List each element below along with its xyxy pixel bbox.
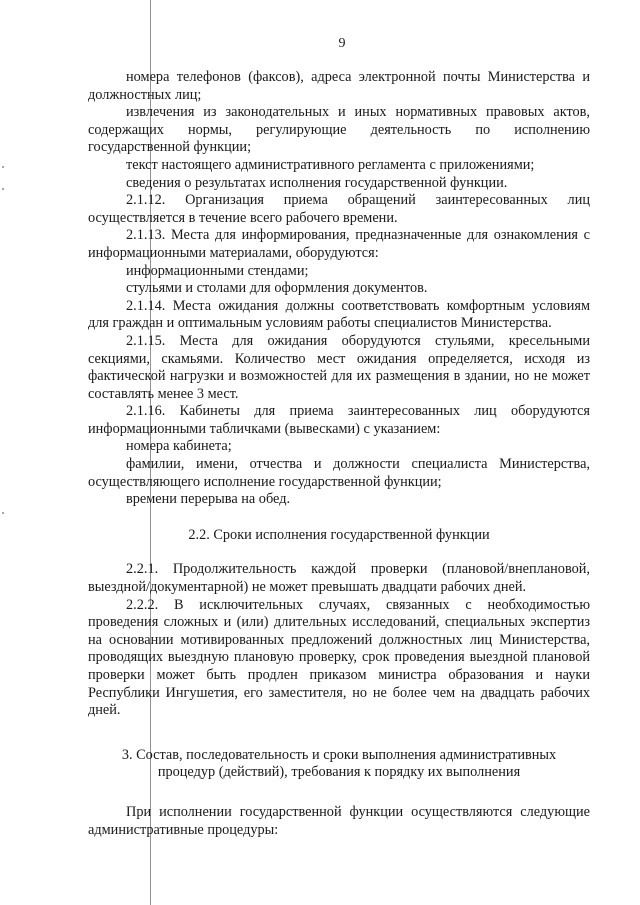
paragraph: сведения о результатах исполнения государственной функции. [126,174,508,191]
paragraph: номера кабинета; [126,438,232,455]
paragraph: номера телефонов (факсов), адреса электронной почты Министерства и должностных лиц; [88,69,590,103]
scan-edge-mark [2,188,4,190]
paragraph: времени перерыва на обед. [126,491,291,508]
paragraph: текст настоящего административного регламента с приложениями; [126,156,535,173]
paragraph: стульями и столами для оформления документов. [126,280,428,297]
document-body [88,69,590,839]
paragraph: извлечения из законодательных и иных нормативных правовых актов, содержащих нормы, регулирующие деятельность по исполнению государственной функции; [88,104,590,156]
paragraph: информационными стендами; [126,262,309,279]
paragraph: 2.1.14. Места ожидания должны соответствовать комфортным условиям для граждан и оптимальным условиям работы специалистов Министерства. [88,297,590,332]
page-number: 9 [338,36,346,51]
paragraph: 2.1.12. Организация приема обращений заинтересованных лиц осуществляется в течение всего рабочего времени. [88,192,590,226]
scan-edge-mark [2,512,4,514]
section-heading-line: 2.2. Сроки исполнения государственной функции [188,526,490,543]
paragraph: 2.1.15. Места для ожидания оборудуются стульями, кресельными секциями, скамьями. Количество мест ожидания определяется, исходя из фактической нагрузки и возможностей для их размещения в здании, но не может составлять менее 3 мест. [88,332,590,402]
paragraph: 2.1.16. Кабинеты для приема заинтересованных лиц оборудуются информационными табличками (вывесками) с указанием: [88,403,590,437]
section-heading-line: 3. Состав, последовательность и сроки выполнения административных [121,746,557,763]
section-heading [88,747,590,782]
scan-edge-mark [2,166,4,168]
paragraph: фамилии, имени, отчества и должности специалиста Министерства, осуществляющего исполнение государственной функции; [88,456,590,490]
paragraph: При исполнении государственной функции осуществляются следующие административные процедуры: [88,803,590,838]
paragraph: 2.1.13. Места для информирования, предназначенные для ознакомления с информационными материалами, оборудуются: [88,227,590,261]
section-heading-line: процедур (действий), требования к порядку их выполнения [157,764,521,781]
paragraph: 2.2.2. В исключительных случаях, связанных с необходимостью проведения сложных и (или) длительных исследований, специальных экспертиз на основании мотивированных предложений должностных лиц Министерства, проводящих выездную плановую проверку, срок проведения выездной плановой проверки может быть продлен приказом министра образования и науки Республики Ингушетия, его заместителя, но не более чем на двадцать рабочих дней. [88,596,590,719]
section-heading [88,527,590,545]
paragraph: 2.2.1. Продолжительность каждой проверки (плановой/внеплановой, выездной/документарной) не может превышать двадцати рабочих дней. [88,561,590,596]
